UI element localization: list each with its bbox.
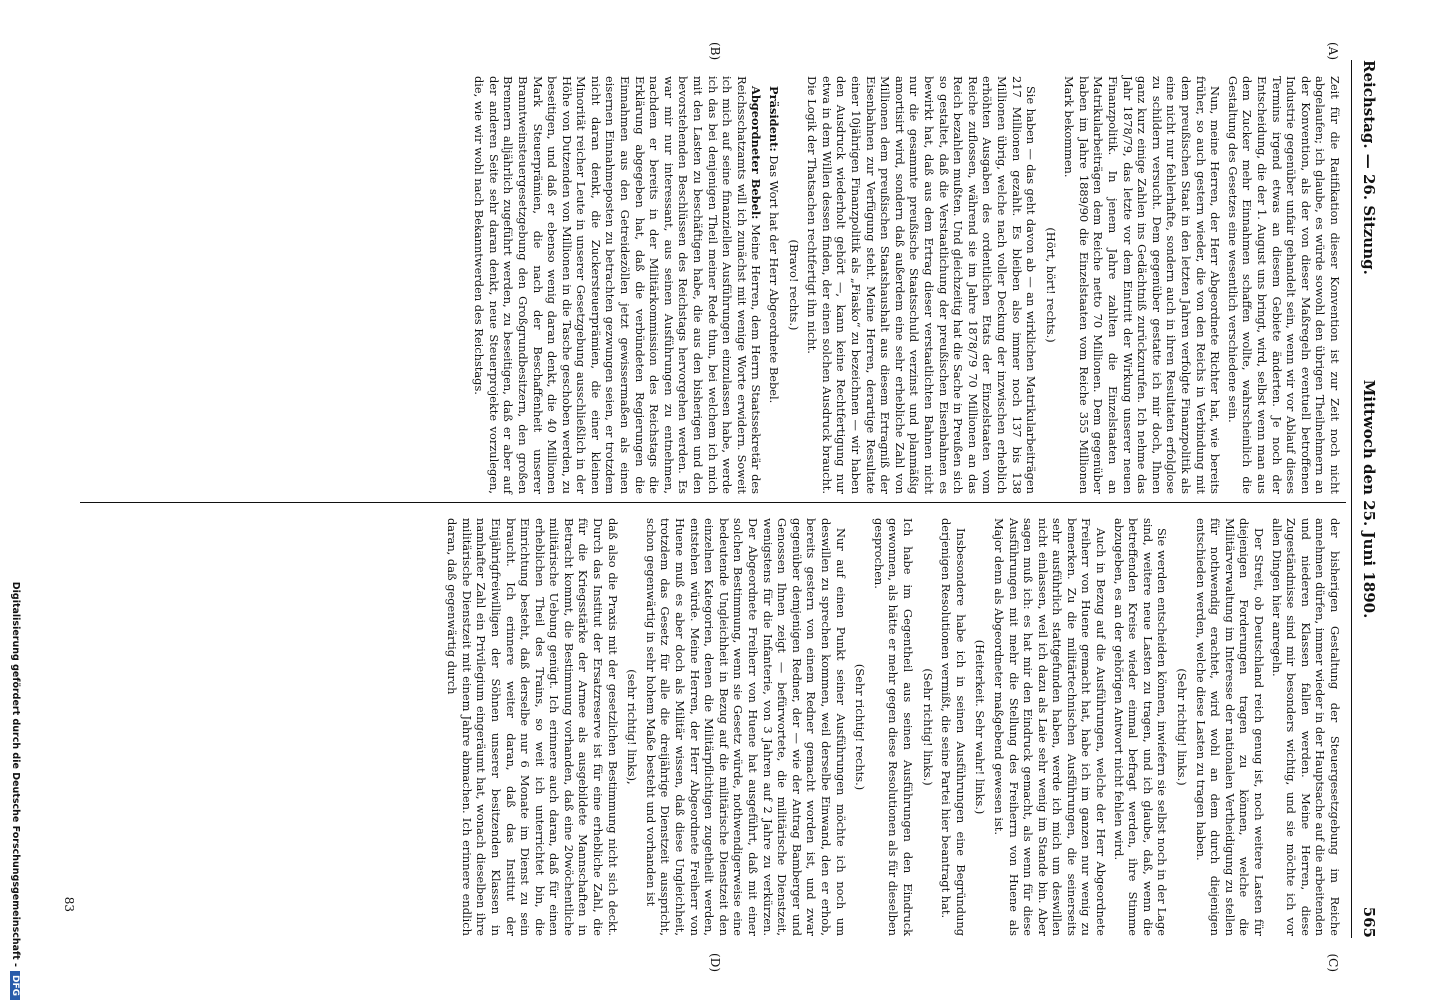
paragraph-text: Zeit für die Ratifikation dieser Konvention ist zur Zeit noch nicht abgelaufen; ich glaube, es würde sowohl den übrigen Theilnehmern an der Konvention, als der von dieser Maßregeln eventuell betroffenen Industrie gegenüber unfair gehandelt sein, wenn wir vor Ablauf dieses Termins irgend etwas an diesem Gebiete änderten. Je noch der Entscheidung, die der 1. August uns bringt, wird, selbst wenn man aus dem Zucker mehr Einnahmen schaffen wollte, wahrscheinlich die Gestaltung des Gesetzes eine wesentlich verschiedene sein. — [1225, 76, 1342, 494]
paragraph — [871, 518, 915, 936]
paragraph-text: (Sehr richtig! links.) — [920, 668, 935, 786]
left-column — [469, 76, 1342, 494]
margin-mark-b: (B) — [708, 42, 722, 61]
paragraph-text: Sie werden entscheiden können, inwiefern sie selbst noch in der Lage sind, weitere neue Lasten zu tragen, und ich glaube, daß, wenn die betreffenden Kreise wieder einmal befragt werden, ihre Stimme abzugeben, es an der gehörigen Antwort nicht fehlen wird. — [1111, 518, 1170, 936]
paragraph-text: (Heiterkeit. Sehr wahr! links.) — [973, 639, 988, 815]
header-date: Mittwoch den 25. Juni 1890. — [1360, 379, 1378, 619]
paragraph-text: (sehr richtig! links), — [625, 669, 640, 785]
header-left: Reichstag. — 26. Sitzung. — [1360, 60, 1378, 275]
header-rule — [1351, 60, 1352, 938]
interjection — [625, 518, 640, 936]
credit-text: Digitalisierung gefördert durch die Deutsche Forschungsgemeinschaft - — [10, 581, 21, 967]
paragraph-text: Meine Herren, dem Herrn Staatssekretär des Reichsschatzamts will ich zunächst mit wenige Worte erwidern. Soweit ich mich auf seine finanziellen Ausführungen einzulassen habe, werde ich das bei denjenigen Theil meiner Rede thun, bei welchem ich mich mit den Lasten zu beschäftigen habe, die aus den bisherigen und den bevorstehenden Beschlüssen des Reichstags hervorgehen werden. Es war mir nur interessant, aus seinen Ausführungen zu entnehmen, nachdem er bereits in der Militärkommission des Reichstags die Erklärung abgegeben hat, daß die verbündeten Regierungen die Einnahmen aus den Getreidezöllen jetzt gewissermaßen als einen eisernen Einnahmeposten zu betrachten gezwungen seien, er trotzdem nicht daran denkt, die Zuckersteuerprämien, die einer kleinen Minorität reicher Leute in unserer Gesetzgebung ausschließlich in der Höhe von Dutzenden von Millionen in die Tasche geschoben werden, zu beseitigen, und daß er ebenso wenig daran denkt, die 40 Millionen Mark Steuerprämien, die nach der Beschaffenheit unserer Branntweinsteuergesetzgebung den Großgrundbesitzern, den großen Brennern alljährlich zugeführt werden, zu beseitigen, daß er aber auf der anderen Seite sehr daran denkt, neue Steuerprojekte vorzulegen, die, wie wir wohl nach Bekanntwerden des Reichstags. — [472, 76, 764, 494]
column-divider — [80, 502, 1346, 503]
paragraph — [805, 76, 1039, 494]
paragraph-text: Nun, meine Herren, der Herr Abgeordnete Richter hat, wie bereits früher, so auch gestern wieder, die von den Reichs in Verbindung mit dem preußischen Staat in den letzten Jahren verfolgte Finanzpolitik als eine nicht nur fehlerhafte, sondern auch in ihren Resultaten erfolglose zu schildern versucht. Dem gegenüber gestatte ich mir doch, Ihnen ganz kurz einige Zahlen ins Gedächtniß zurückzurufen. Ich nehme das Jahr 1878/79, das letzte vor dem Eintritt der Wirkung unserer neuen Finanzpolitik. In jenem Jahre zahlten die Einzelstaaten an Matrikularbeiträgen dem Reiche netto 70 Millionen. Dem gegenüber haben im Jahre 1889/90 die Einzelstaaten vom Reiche 355 Millionen Mark bekommen. — [1062, 76, 1223, 494]
paragraph — [1111, 518, 1169, 936]
page-number: 565 — [1360, 906, 1378, 938]
right-column — [442, 518, 1342, 936]
interjection — [1043, 76, 1058, 494]
margin-mark-c: (C) — [1326, 953, 1340, 972]
paragraph-text: der bisherigen Gestaltung der Steuergesetzgebung im Reiche annehmen dürfen, immer wieder in der Hauptsache auf die arbeitenden und niederen Klassen fallen werden. Meine Herren, diese Zugeständnisse sind mir besonders wichtig, und sie möchte ich vor allen Dingen hier anregeln. — [1269, 518, 1342, 936]
interjection — [973, 518, 988, 936]
paragraph — [472, 76, 764, 494]
paragraph-text: Ich habe im Gegentheil aus seinen Ausführungen den Eindruck gewonnen, als hätte er mehr gegen diese Resolutionen als für dieselben gesprochen. — [871, 518, 915, 936]
dfg-logo: DFG — [10, 971, 20, 1000]
paragraph — [991, 518, 1108, 936]
interjection — [786, 76, 801, 494]
page-header — [1352, 60, 1378, 938]
interjection — [853, 518, 868, 936]
paragraph — [766, 76, 781, 494]
paragraph-text: Nur auf einen Punkt seiner Ausführungen möchte ich noch um deswillen zu sprechen kommen, weil derselbe Einwand, den er erhob, bereits gestern von einem Redner gemacht worden ist, und zwar gegenüber demjenigen Redner, der — wie der Antrag Bamberger und Genossen Ihnen zeigt — befürwortete, die militärische Dienstzeit, wenigstens für die Infanterie, von 3 Jahren auf 2 Jahre zu verkürzen. Der Abgeordnete Freiherr von Huene hat ausgeführt, daß mit einer solchen Bestimmung, wenn sie Gesetz würde, nothwendigerweise eine bedeutende Ungleichheit in Bezug auf die militärische Dienstzeit den einzelnen Kategorien, denen die Militärpflichtigen zugetheilt werden, entstehen würde. Meine Herren, der Herr Abgeordnete Freiherr von Huene muß es aber doch als Militär wissen, daß diese Ungleichheit, trotzdem das Gesetz für alle die dreijährige Dienstzeit ausspricht, schon gegenwärtig in sehr hohem Maße besteht und vorhanden ist — [643, 518, 848, 936]
paragraph-text: Der Streit, ob Deutschland reich genug ist, noch weitere Lasten für diejenigen Forderungen tragen zu können, welche die Militärverwaltung im Interesse der nationalen Vertheidigung zu stellen für nothwendig erachtet, wird wohl an dem durch diejenigen entschieden werden, welche diese Lasten zu tragen haben. — [1193, 518, 1267, 936]
paragraph-text: Insbesondere habe ich in seinen Ausführungen eine Begründung derjenigen Resolutionen vermißt, die seine Partei hier beantragt hat. — [939, 518, 968, 936]
speaker-label: Abgeordneter Bebel: — [749, 86, 764, 220]
paragraph — [939, 518, 968, 936]
paragraph-text: Sie haben — das geht davon ab — an wirklichen Matrikularbeiträgen 217 Millionen gezahlt. Es bleiben also immer noch 137 bis 138 Millionen übrig, welche nach voller Deckung der inzwischen erheblich erhöhten Ausgaben des ordentlichen Etats der Einzelstaaten vom Reiche zuflossen, während sie im Jahre 1878/79 70 Millionen an das Reich bezahlen mußten. Und gleichzeitig hat die Sache in Preußen sich so gestaltet, daß die Verstaatlichung der preußischen Eisenbahnen es bewirkt hat, daß aus dem Ertrag dieser verstaatlichten Bahnen nicht nur die gesammte preußische Staatsschuld verzinst und planmäßig amortisirt wird, sondern daß außerdem eine sehr erhebliche Zahl von Millionen dem preußischen Staatshaushalt aus diesem Ertragniß der Eisenbahnen zur Verfügung steht. Meine Herren, derartige Resultate einer 10jährigen Finanzpolitik als „Fiasko“ zu bezeichnen — wir haben den Ausdruck wiederholt gehört —, kann keine Rechtfertigung nur etwa in dem Willen dessen finden, der einen solchen Ausdruck braucht. Die Logik der Thatsachen rechtfertigt ihn nicht. — [805, 76, 1039, 494]
margin-mark-d: (D) — [708, 953, 722, 972]
paragraph — [1062, 76, 1223, 494]
paragraph-text: (Sehr richtig! rechts.) — [853, 663, 868, 791]
interjection — [920, 518, 935, 936]
interjection — [1174, 518, 1189, 936]
paragraph — [643, 518, 847, 936]
paragraph-text: (Sehr richtig! links.) — [1175, 668, 1190, 786]
digitization-credit — [10, 0, 21, 1000]
margin-mark-a: (A) — [1326, 42, 1340, 61]
paragraph-text: Auch in Bezug auf die Ausführungen, welche der Herr Abgeordnete Freiherr von Huene gemacht hat, habe ich im ganzen nur wenig zu bemerken. Zu die militärtechnischen Ausführungen, die seinerseits sehr ausführlich stattgefunden haben, werde ich mich um deswillen nicht einlassen, weil ich dazu als Laie sehr wenig im Stande bin. Aber sagen muß ich: es hat mir den Eindruck gemacht, als wenn für diese Ausführungen mit mehr die Stellung des Freiherrn von Huene als Major denn als Abgeordneter maßgebend gewesen ist. — [991, 518, 1109, 936]
paragraph-text: (Hört, hört! rechts.) — [1043, 227, 1058, 343]
paragraph — [1193, 518, 1266, 936]
signature-mark: 83 — [62, 896, 76, 912]
paragraph — [1269, 518, 1342, 936]
paragraph — [445, 518, 620, 936]
speaker-label: Präsident: — [767, 86, 782, 152]
paragraph — [1225, 76, 1342, 494]
paragraph-text: (Bravo! rechts.) — [786, 239, 801, 331]
paragraph-text: daß also die Praxis mit der gesetzlichen Bestimmung nicht sich deckt. Durch das Institut der Ersatzreserve ist für eine erhebliche Zahl, die für die Kriegsstärke der Armee als ausgebildete Mannschaften in Betracht kommt, die Bestimmung vorhanden, daß eine 20wöchentliche militärische Uebung genügt. Ich erinnere auch daran, daß für einen erheblichen Theil des Trains, so weit ich unterrichtet bin, die Einrichtung besteht, daß derselbe nur 6 Monate im Dienst zu sein braucht. Ich erinnere weiter daran, daß das Institut der Einjährigfreiwilligen der Söhnen unserer besitzenden Klassen in namhafter Zahl ein Privilegium eingeräumt hat, wonach dieselben ihre militärische Dienstzeit mit einem Jahre abmachen. Ich erinnere endlich daran, daß gegenwärtig durch — [445, 518, 620, 936]
paragraph-text: Das Wort hat der Herr Abgeordnete Bebel. — [767, 151, 782, 404]
